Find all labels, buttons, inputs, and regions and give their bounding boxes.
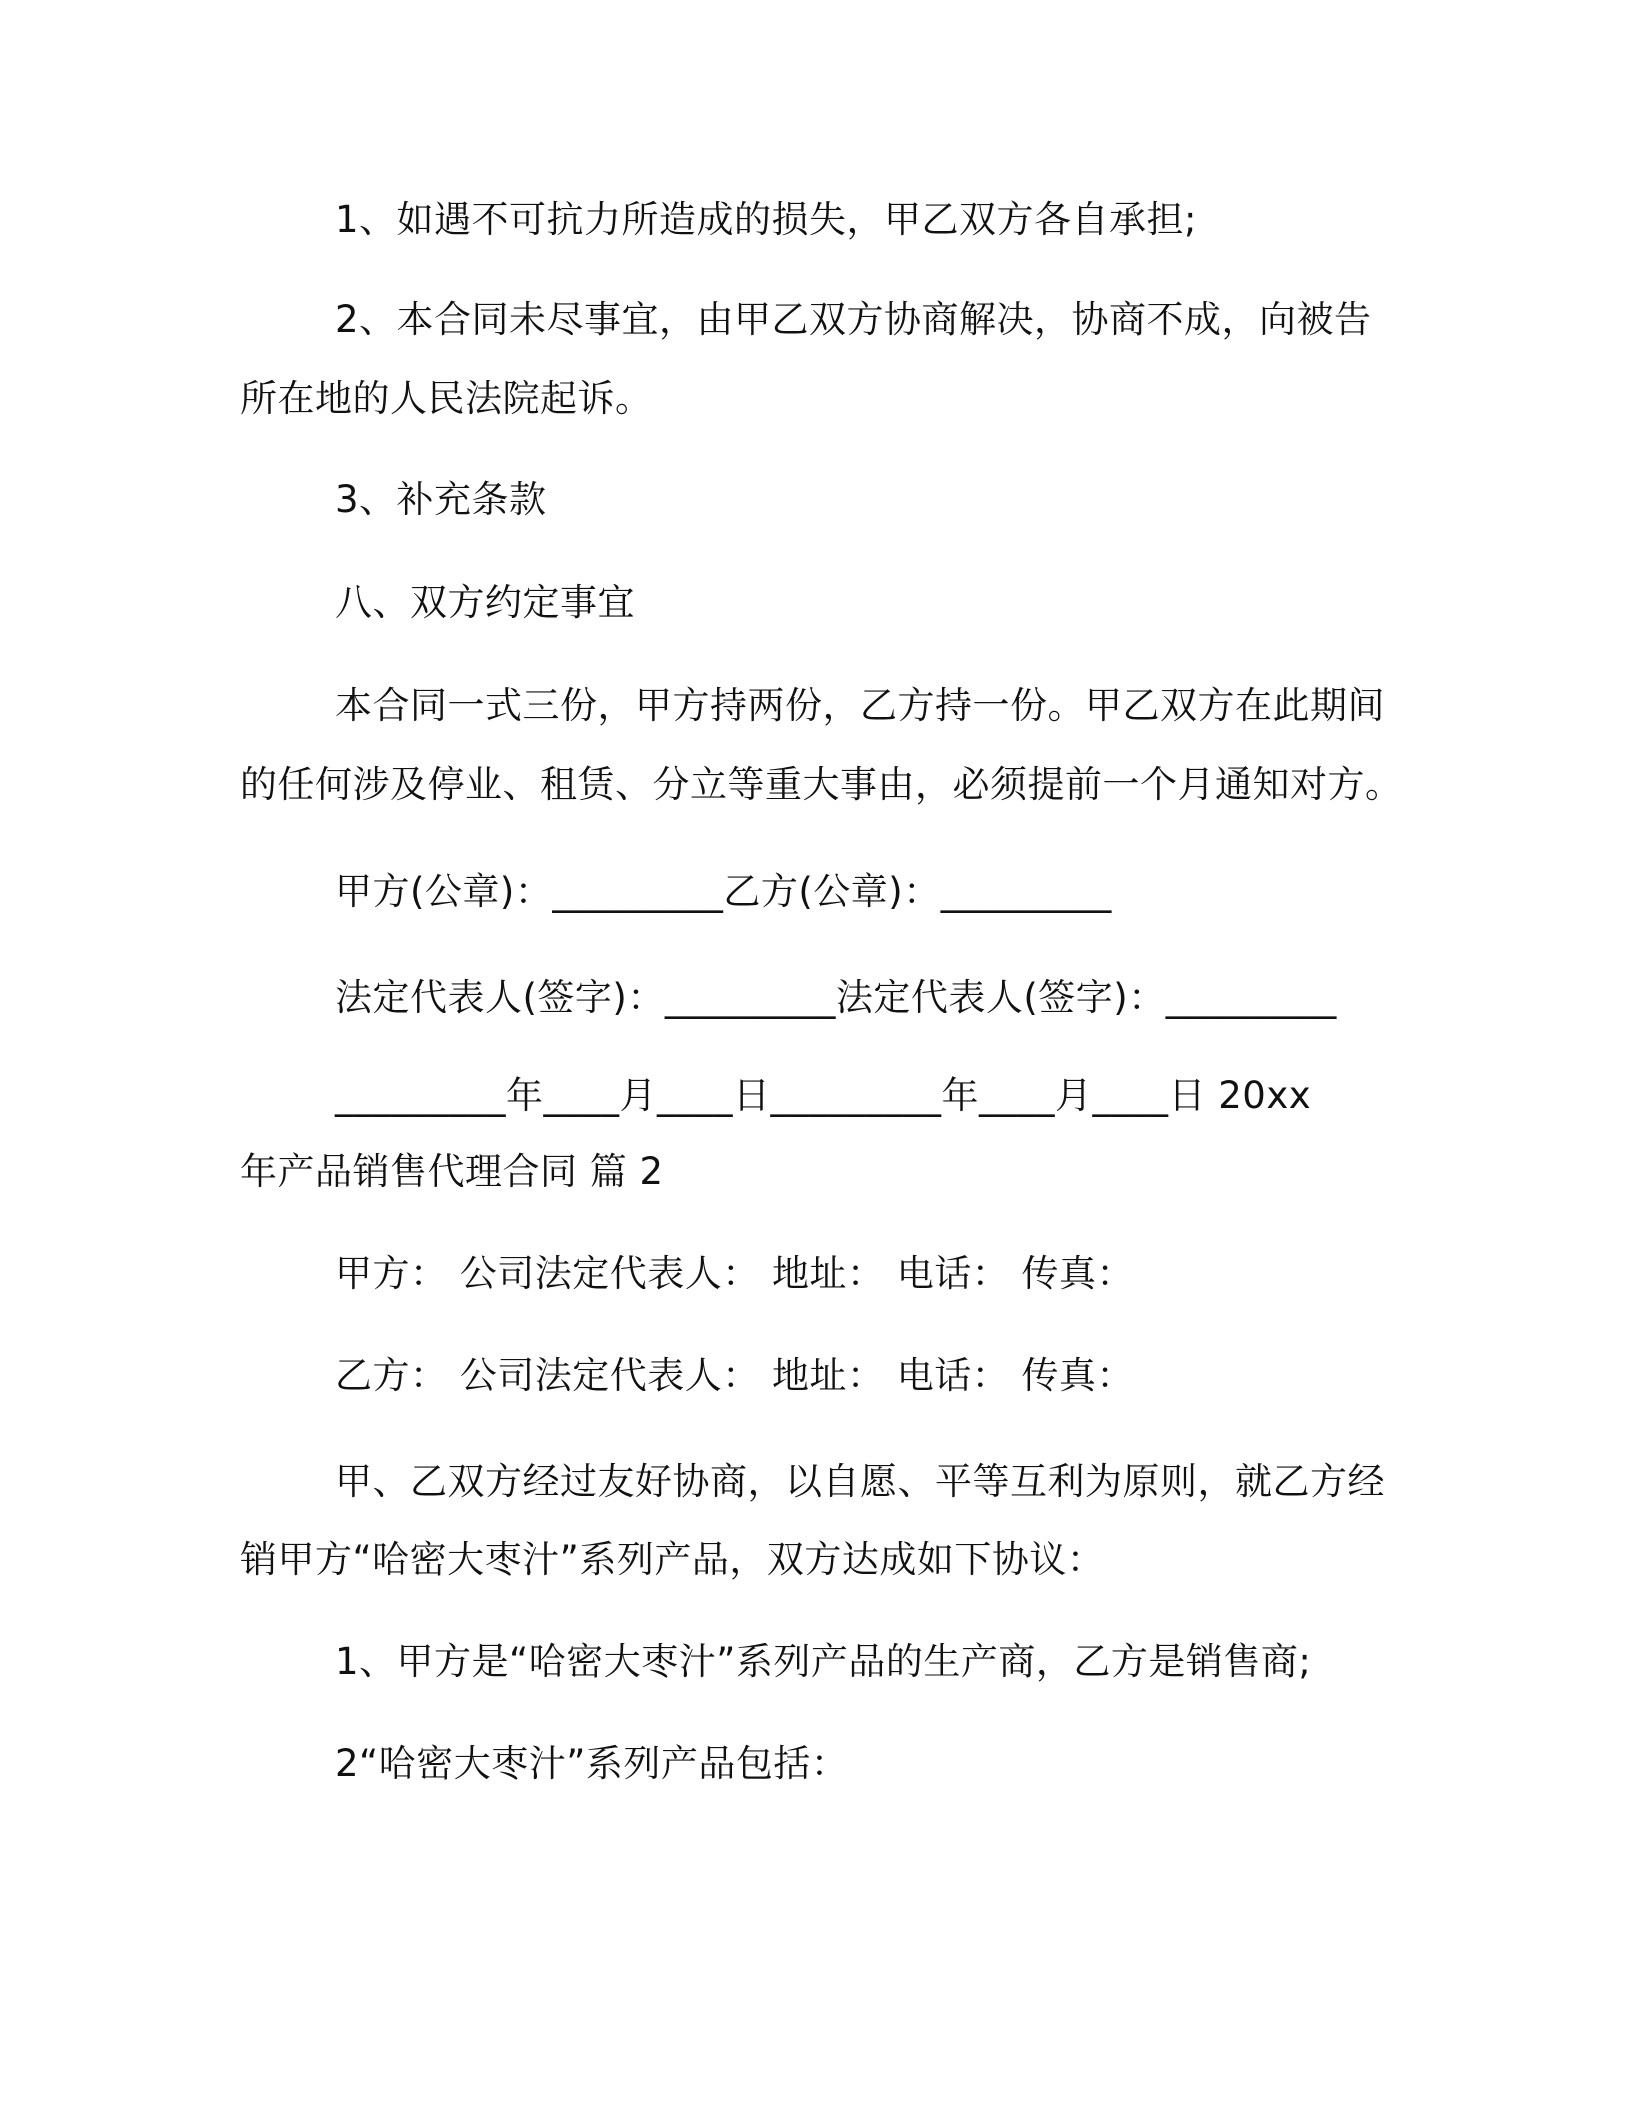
agreement-intro-line-1: 甲、乙双方经过友好协商，以自愿、平等互利为原则，就乙方经 xyxy=(335,1460,1385,1503)
clause-dispute-line-1: 2、本合同未尽事宜，由甲乙双方协商解决，协商不成，向被告 xyxy=(335,298,1372,341)
contract-title: 年产品销售代理合同 篇 2 xyxy=(240,1150,664,1193)
date-line: _________年____月____日_________年____月____日 20xx xyxy=(335,1074,1312,1117)
seal-signature-line: 甲方(公章)：_________乙方(公章)：_________ xyxy=(335,870,1112,913)
clause-force-majeure: 1、如遇不可抗力所造成的损失，甲乙双方各自承担; xyxy=(335,198,1198,241)
representative-signature-line: 法定代表人(签字)：_________法定代表人(签字)：_________ xyxy=(335,976,1337,1019)
party-a-info: 甲方： 公司法定代表人： 地址： 电话： 传真： xyxy=(335,1252,1135,1295)
clause-products-include: 2“哈密大枣汁”系列产品包括： xyxy=(335,1742,849,1785)
clause-manufacturer: 1、甲方是“哈密大枣汁”系列产品的生产商，乙方是销售商; xyxy=(335,1640,1312,1683)
section-eight-title: 八、双方约定事宜 xyxy=(335,581,635,624)
copies-paragraph-line-1: 本合同一式三份，甲方持两份，乙方持一份。甲乙双方在此期间 xyxy=(335,684,1385,727)
agreement-intro-line-2: 销甲方“哈密大枣汁”系列产品，双方达成如下协议： xyxy=(240,1538,1105,1581)
party-b-info: 乙方： 公司法定代表人： 地址： 电话： 传真： xyxy=(335,1354,1135,1397)
copies-paragraph-line-2: 的任何涉及停业、租赁、分立等重大事由，必须提前一个月通知对方。 xyxy=(240,763,1403,806)
clause-supplementary-title: 3、补充条款 xyxy=(335,478,547,521)
clause-dispute-line-2: 所在地的人民法院起诉。 xyxy=(240,377,653,420)
